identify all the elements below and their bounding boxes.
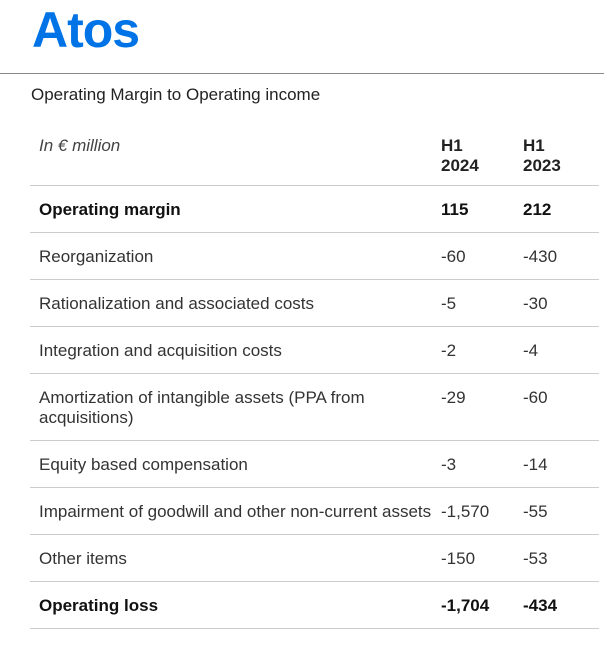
table-row xyxy=(30,488,599,535)
column-header-year: 2024 xyxy=(441,156,479,175)
table-row xyxy=(30,441,599,488)
table-row xyxy=(30,582,599,629)
value-h1-2023: -430 xyxy=(523,233,599,280)
row-label: Integration and acquisition costs xyxy=(30,327,441,374)
value-h1-2024: 115 xyxy=(441,186,523,233)
table-row xyxy=(30,374,599,441)
value-h1-2024: -1,570 xyxy=(441,488,523,535)
row-label: Amortization of intangible assets (PPA from acquisitions) xyxy=(30,374,441,441)
unit-label-cell xyxy=(30,128,441,186)
value-h1-2024: -150 xyxy=(441,535,523,582)
table-row xyxy=(30,327,599,374)
value-h1-2024: -5 xyxy=(441,280,523,327)
value-h1-2023: -434 xyxy=(523,582,599,629)
column-header-period: H1 xyxy=(523,136,545,155)
row-label: Equity based compensation xyxy=(30,441,441,488)
row-label: Other items xyxy=(30,535,441,582)
row-label: Reorganization xyxy=(30,233,441,280)
column-header-year: 2023 xyxy=(523,156,561,175)
table-row xyxy=(30,535,599,582)
value-h1-2023: -30 xyxy=(523,280,599,327)
value-h1-2024: -1,704 xyxy=(441,582,523,629)
value-h1-2023: -4 xyxy=(523,327,599,374)
column-header-h1-2024 xyxy=(441,128,523,186)
page-header xyxy=(0,0,604,74)
operating-margin-table xyxy=(30,128,599,629)
table-row xyxy=(30,233,599,280)
row-label: Operating loss xyxy=(30,582,441,629)
value-h1-2023: -53 xyxy=(523,535,599,582)
table-header-row xyxy=(30,128,599,186)
table-row xyxy=(30,186,599,233)
unit-label: In € million xyxy=(39,136,121,155)
value-h1-2024: -2 xyxy=(441,327,523,374)
section-title: Operating Margin to Operating income xyxy=(31,85,321,104)
value-h1-2023: -60 xyxy=(523,374,599,441)
table-body xyxy=(30,186,599,629)
row-label: Rationalization and associated costs xyxy=(30,280,441,327)
value-h1-2023: 212 xyxy=(523,186,599,233)
value-h1-2024: -29 xyxy=(441,374,523,441)
row-label: Impairment of goodwill and other non-current assets xyxy=(30,488,441,535)
table-row xyxy=(30,280,599,327)
value-h1-2023: -14 xyxy=(523,441,599,488)
atos-logo[interactable]: Atos xyxy=(32,2,140,58)
value-h1-2024: -60 xyxy=(441,233,523,280)
value-h1-2024: -3 xyxy=(441,441,523,488)
row-label: Operating margin xyxy=(30,186,441,233)
column-header-period: H1 xyxy=(441,136,463,155)
value-h1-2023: -55 xyxy=(523,488,599,535)
table-header xyxy=(30,128,599,186)
column-header-h1-2023 xyxy=(523,128,599,186)
